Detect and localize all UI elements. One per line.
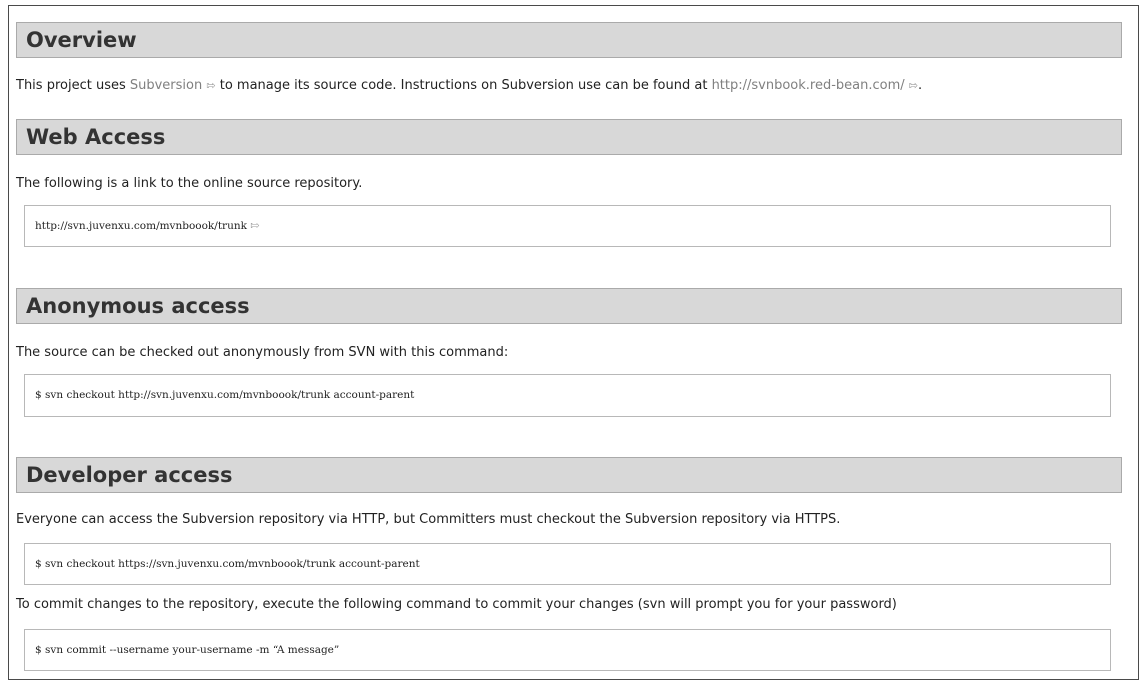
web-access-description: The following is a link to the online source repository. — [16, 176, 363, 191]
anonymous-access-description: The source can be checked out anonymously from SVN with this command: — [16, 345, 509, 360]
external-link-icon: ⇰ — [250, 219, 260, 232]
commit-command: $ svn commit --username your-username -m “A message” — [24, 629, 1111, 671]
external-link-icon: ⇰ — [908, 79, 919, 92]
overview-heading: Overview — [16, 22, 1122, 58]
web-access-heading: Web Access — [16, 119, 1122, 155]
overview-text-middle: to manage its source code. Instructions on Subversion use can be found at — [215, 78, 712, 93]
overview-text-after: . — [918, 78, 923, 93]
anonymous-checkout-command: $ svn checkout http://svn.juvenxu.com/mvnboook/trunk account-parent — [24, 374, 1111, 417]
developer-access-description: Everyone can access the Subversion repository via HTTP, but Committers must checkout the Subversion repository via HTTPS. — [16, 512, 841, 527]
developer-access-heading: Developer access — [16, 457, 1122, 493]
developer-checkout-command: $ svn checkout https://svn.juvenxu.com/mvnboook/trunk account-parent — [24, 543, 1111, 585]
overview-paragraph — [16, 78, 922, 94]
anonymous-access-heading: Anonymous access — [16, 288, 1122, 324]
subversion-link[interactable]: Subversion — [129, 78, 203, 93]
web-access-code-box — [24, 205, 1111, 247]
repo-link[interactable]: http://svn.juvenxu.com/mvnboook/trunk — [35, 220, 247, 232]
svnbook-link[interactable]: http://svnbook.red-bean.com/ — [711, 78, 905, 93]
external-link-icon: ⇰ — [206, 79, 216, 92]
overview-text-before: This project uses — [16, 78, 130, 93]
commit-description: To commit changes to the repository, execute the following command to commit your changes (svn will prompt you for your password) — [16, 597, 897, 612]
